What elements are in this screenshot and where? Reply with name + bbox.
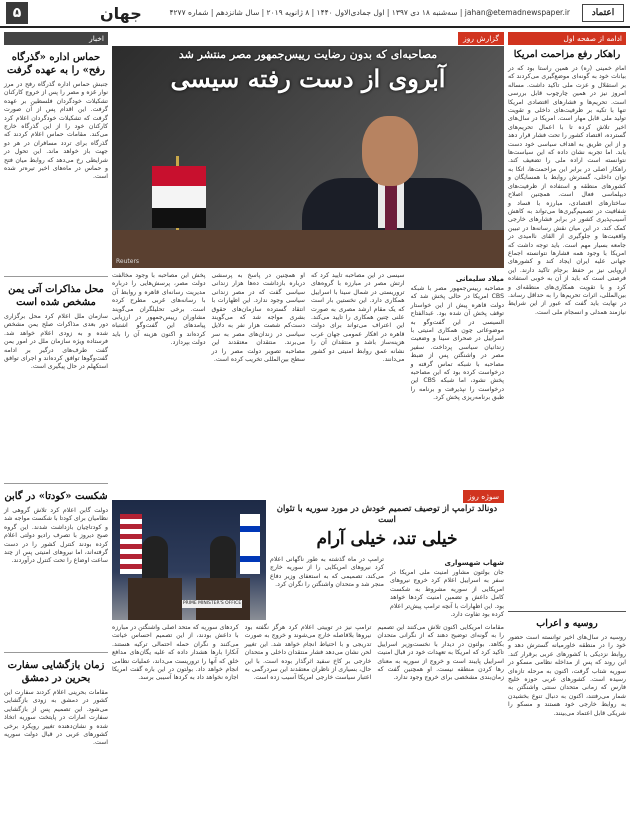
egypt-flag-icon [152, 166, 206, 228]
divider [4, 483, 108, 484]
news-headline-4: زمان بازگشایی سفارت بحرین در دمشق [7, 660, 105, 684]
divider [4, 276, 108, 277]
second-kicker-label: سوژه روز [463, 490, 504, 503]
second-text-col-2 [245, 624, 372, 816]
left-kicker: اخبار [4, 32, 108, 45]
main-text-col-2 [311, 272, 405, 486]
main-text-col-4 [112, 272, 206, 486]
main-title-block [122, 48, 494, 94]
israel-flag-icon [240, 514, 260, 574]
news-body-1: جنبش حماس اداره گذرگاه رفح در مرز نوار غزه و مصر را پس از خروج کارکنان تشکیلات خودگردان فلسطین بر عهده گرفت. این اقدام پس از آن صورت گرفت که تشکیلات خودگردان اعلام کرد کارکنان خود را از این گذرگاه خارج می‌کند. مقامات حماس اعلام کردند که گذرگاه برای تردد مسافران در هر دو جهت باز خواهد ماند. این تحول در شرایطی رخ می‌دهد که روابط میان فتح و حماس در ماه‌های اخیر تیره‌تر شده است. [4, 81, 108, 181]
masthead [0, 0, 630, 28]
news-body-2: سازمان ملل اعلام کرد محل برگزاری دور بعدی مذاکرات صلح یمن مشخص شده و به زودی اعلام خواهد شد. فرستاده ویژه سازمان ملل در امور یمن گفت طرف‌های درگیر بر ادامه گفت‌وگوها توافق کرده‌اند و اجرای توافق استکهلم در حال پیگیری است. [4, 313, 108, 371]
main-body-4: پخش این مصاحبه با وجود مخالفت دولت مصر، پرسش‌هایی را درباره مدیریت رسانه‌ای قاهره و روابط آن با رسانه‌های غربی مطرح کرده است. برخی تحلیلگران می‌گویند مشاوران رییس‌جمهور در ارزیابی پیامدهای این گفت‌وگو اشتباه کرده‌اند و اکنون هزینه آن را باید دولت بپردازد. [112, 272, 206, 347]
divider [4, 652, 108, 653]
speaker-figure [210, 536, 236, 580]
second-byline: شهاب شهسواری [444, 559, 504, 567]
main-byline: میلاد سلیمانی [455, 275, 504, 283]
newspaper-logo: اعتماد [582, 4, 624, 22]
second-title: خیلی تند، خیلی آرام [316, 529, 458, 549]
photo-credit: Reuters [116, 258, 140, 265]
desk-shape [112, 230, 504, 268]
right-column [508, 32, 626, 816]
right-headline-2: روسیه و اعراب [536, 618, 598, 629]
right-kicker: ادامه از صفحه اول [508, 32, 626, 45]
speaker-figure [142, 536, 168, 580]
second-top-body-1: جان بولتون مشاور امنیت ملی امریکا در سفر به اسراییل اعلام کرد خروج نیروهای امریکایی از سوریه مشروط به شکست کامل داعش و تضمین امنیت کردها خواهد بود. این اظهارات با آنچه ترامپ پیش‌تر اعلام کرده بود تفاوت دارد. [390, 569, 504, 619]
second-photo [112, 500, 266, 620]
news-body-4: مقامات بحرینی اعلام کردند سفارت این کشور در دمشق به زودی بازگشایی می‌شود. این تصمیم پس از بازگشایی سفارت امارات در پایتخت سوریه اتخاذ شده و نشان‌دهنده تغییر رویکرد برخی کشورهای عربی در قبال دولت سوریه است. [4, 689, 108, 747]
second-story-text [112, 624, 504, 816]
second-body-1: مقامات امریکایی اکنون تلاش می‌کنند این تصمیم را به گونه‌ای توضیح دهند که از نگرانی متحدان بکاهد. بولتون در دیدار با نخست‌وزیر اسراییل تاکید کرد که امریکا به تعهدات خود در قبال امنیت اسراییل پایبند است و خروج از سوریه به معنای رها کردن منطقه نیست. او همچنین گفت که زمان‌بندی مشخصی برای خروج وجود ندارد. [377, 624, 504, 682]
main-body-1: مصاحبه رییس‌جمهور مصر با شبکه CBS امریکا در حالی پخش شد که دولت قاهره پیش از این خواستار توقف پخش آن شده بود. عبدالفتاح السیسی در این گفت‌وگو به موضوعاتی چون همکاری امنیتی با اسراییل در صحرای سینا و وضعیت زندانیان سیاسی پرداخت. سفیر مصر در واشنگتن پس از ضبط مصاحبه با شبکه تماس گرفته و درخواست کرده بود که این مصاحبه پخش نشود، اما شبکه CBS این درخواست را نپذیرفت و برنامه را طبق برنامه‌ریزی پخش کرد. [410, 285, 504, 402]
podium-shape [128, 578, 182, 620]
second-top-col-1 [390, 556, 504, 622]
right-headline: راهکار رفع مزاحمت امریکا [513, 49, 621, 60]
second-text-col-1 [377, 624, 504, 816]
news-headline-3: شکست «کودتا» در گابن [4, 491, 108, 502]
main-kicker-label: گزارش روز [458, 32, 504, 45]
section-name: جهان [100, 4, 142, 23]
second-subtitle: دونالد ترامپ از توصیف تصمیم خودش در مورد سوریه با تئوان است [276, 504, 498, 525]
news-body-3: دولت گابن اعلام کرد تلاش گروهی از نظامیان برای کودتا با شکست مواجه شد و کودتاچیان بازداشت شدند. این گروه صبح دیروز با تصرف رادیو دولتی اعلام کرده بودند کنترل کشور را در دست گرفته‌اند، اما نیروهای امنیتی پس از چند ساعت اوضاع را تحت کنترل درآوردند. [4, 507, 108, 565]
second-story-top-text [270, 556, 504, 622]
second-top-body-2: ترامپ در ماه گذشته به طور ناگهانی اعلام کرد نیروهای امریکایی را از سوریه خارج می‌کند، تصمیمی که به استعفای وزیر دفاع منجر شد و متحدان واشنگتن را نگران کرد. [270, 556, 384, 589]
left-column [4, 32, 108, 816]
header-info: jahan@etemadnewspaper.ir | سه‌شنبه ۱۸ دی ۱۳۹۷ | اول جمادی‌الاول ۱۴۴۰ | ۸ ژانویه ۲۰۱۹ | سال شانزدهم | شماره ۴۲۷۷ [169, 8, 570, 17]
main-text-col-3 [212, 272, 306, 486]
right-body: امام خمینی (ره) در همین راستا بود که در بیانات خود به گونه‌ای موضع‌گیری می‌کردند که بر استقلال و عزت ملی تاکید داشت. مساله امروز نیز در همین چارچوب قابل بررسی است. تحریم‌ها و فشارهای اقتصادی امریکا تنها با تکیه بر ظرفیت‌های داخلی و تقویت تولید ملی قابل مهار است. امریکا در سال‌های اخیر تلاش کرده تا با اعمال تحریم‌های گسترده، اقتصاد کشور را تحت فشار قرار دهد و از این طریق به اهداف سیاسی خود دست یابد. اما تجربه نشان داده که این سیاست‌ها نتوانسته است اراده ملی را تضعیف کند. راهکار اصلی در برابر این مزاحمت‌ها، اتکا به توان داخلی، گسترش روابط با همسایگان و کشورهای منطقه و استفاده از ظرفیت‌های دیپلماسی فعال است. همچنین اصلاح ساختارهای اقتصادی، مبارزه با فساد و شفافیت در تصمیم‌گیری‌ها می‌تواند به کاهش آسیب‌پذیری کشور در برابر فشارهای خارجی کمک کند. در این میان نقش رسانه‌ها در تبیین واقعیت‌ها و جلوگیری از القای ناامیدی در جامعه بسیار مهم است. باید توجه داشت که امریکا با وجود همه فشارها نتوانسته اجماع جهانی علیه ایران ایجاد کند و کشورهای اروپایی نیز بر حفظ برجام تاکید دارند. این فرصتی است که باید از آن به خوبی استفاده کرد و با تقویت همکاری‌های منطقه‌ای و بین‌المللی، اثرات تحریم‌ها را به حداقل رساند. در نهایت باید گفت که عبور از این شرایط نیازمند همدلی و انسجام ملی است. [508, 65, 626, 316]
second-body-2: ترامپ نیز در توییتی اعلام کرد هرگز نگفته بود نیروها بلافاصله خارج می‌شوند و خروج به صورت تدریجی و با احتیاط انجام خواهد شد. این تغییر لحن نشان می‌دهد فشار منتقدان داخلی و متحدان خارجی بر کاخ سفید اثرگذار بوده است. با این حال، بسیاری از ناظران معتقدند این سردرگمی به اعتبار سیاست خارجی امریکا آسیب زده است. [244, 624, 372, 682]
right-body-2: روسیه در سال‌های اخیر توانسته است حضور خود را در منطقه خاورمیانه گسترش دهد و روابط نزدیکی با کشورهای عربی برقرار کند. این روند که پس از مداخله نظامی مسکو در سوریه شتاب گرفت، اکنون به مرحله تازه‌ای رسیده است. کشورهای عربی حوزه خلیج فارس که زمانی متحدان سنتی واشنگتن به شمار می‌رفتند، اکنون به دنبال تنوع بخشیدن به روابط خارجی خود هستند و مسکو را شریکی قابل اعتماد می‌بینند. [508, 634, 626, 717]
news-headline-1: حماس اداره «گذرگاه رفح» را به عهده گرفت [7, 52, 105, 76]
second-top-col-2 [270, 556, 384, 622]
main-body-2: سیسی در این مصاحبه تایید کرد که ارتش مصر در مبارزه با گروه‌های تروریستی در شمال سینا با اسراییل همکاری دارد. این نخستین بار است که یک مقام ارشد مصری به صورت علنی چنین همکاری را تایید می‌کند. این اعتراف می‌تواند برای دولت قاهره در افکار عمومی جهان عرب هزینه‌ساز باشد و منتقدان آن را نشانه عمق روابط امنیتی دو کشور می‌دانند. [311, 272, 405, 364]
main-body-3: او همچنین در پاسخ به پرسشی درباره بازداشت ده‌ها هزار زندانی سیاسی گفت که در مصر زندانی سیاسی وجود ندارد. این اظهارات با انتقاد گسترده سازمان‌های حقوق بشری مواجه شد که می‌گویند دست‌کم شصت هزار نفر به دلایل سیاسی در زندان‌های مصر به سر می‌برند. منتقدان معتقدند این مصاحبه تصویر دولت مصر را در سطح بین‌المللی تخریب کرده است. [211, 272, 305, 364]
main-kicker [112, 32, 504, 46]
podium-shape [196, 578, 250, 620]
us-flag-icon [120, 514, 142, 574]
main-story-text [112, 272, 504, 486]
second-title-block [270, 504, 504, 550]
main-title: آبروی از دست رفته سیسی [170, 64, 446, 93]
main-subtitle: مصاحبه‌ای که بدون رضایت رییس‌جمهور مصر منتشر شد [178, 48, 438, 61]
second-body-3: کردهای سوریه که متحد اصلی واشنگتن در مبارزه با داعش بودند، از این تصمیم احساس خیانت می‌کنند و نگران حمله احتمالی ترکیه هستند. آنکارا بارها هشدار داده که علیه یگان‌های مدافع خلق که آنها را تروریست می‌داند، عملیات نظامی انجام خواهد داد. بولتون در این باره گفت امریکا اجازه نخواهد داد به کردها آسیبی برسد. [111, 624, 239, 682]
podium-sign: PRIME MINISTER'S OFFICE [182, 601, 242, 606]
page-number: ۵ [6, 2, 28, 24]
news-headline-2: محل مذاکرات آتی یمن مشخص شده است [8, 284, 104, 308]
divider [508, 611, 626, 612]
main-text-col-1 [411, 272, 505, 486]
second-text-col-3 [112, 624, 239, 816]
